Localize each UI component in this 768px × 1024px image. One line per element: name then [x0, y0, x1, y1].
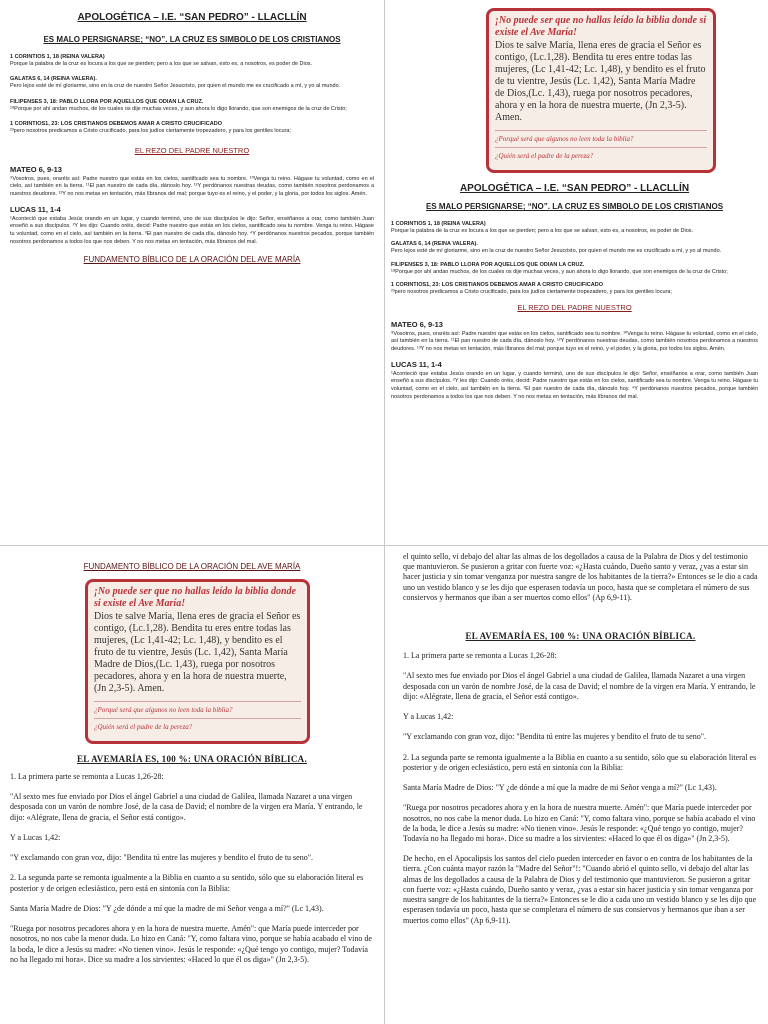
page-subtitle: ES MALO PERSIGNARSE; “NO”. LA CRUZ ES SIMBOLO DE LOS CRISTIANOS [425, 202, 724, 211]
verse-text: Pero lejos esté de mí gloriarme, sino en la cruz de nuestro Señor Jesucristo, por quien el mundo me es crucificado a mí, y yo al mundo. [391, 248, 722, 255]
verse-text: ²³pero nosotros predicamos a Cristo crucificado, para los judíos ciertamente tropezadero, y para los gentiles locura; [391, 289, 672, 296]
verse-text: Porque la palabra de la cruz es locura a los que se pierden; pero a los que se salvan, esto es, a nosotros, es poder de Dios. [10, 61, 313, 67]
card-question: ¿Porqué será que algunos no leen toda la biblia? [495, 130, 707, 143]
document-page-1 [0, 0, 384, 545]
ave-maria-card [486, 8, 716, 173]
paragraph: "Y exclamando con gran voz, dijo: "Bendita tú entre las mujeres y bendito el fruto de tu seno". [10, 853, 313, 863]
verse-text: Porque la palabra de la cruz es locura a los que se pierden; pero a los que se salvan, esto es, a nosotros, es poder de Dios. [391, 228, 694, 234]
verse-ref: MATEO 6, 9-13 [10, 164, 62, 174]
paragraph: "Y exclamando con gran voz, dijo: "Bendita tú entre las mujeres y bendito el fruto de tu seno". [403, 732, 706, 742]
section-heading: EL REZO DEL PADRE NUESTRO [517, 302, 632, 312]
paragraph: 1. La primera parte se remonta a Lucas 1,26-28: [403, 651, 557, 661]
card-question: ¿Porqué será que algunos no leen toda la biblia? [94, 701, 301, 714]
document-page-3 [0, 546, 384, 1024]
verse-ref: FILIPENSES 3, 18: PABLO LLORA POR AQUELLOS QUE ODIAN LA CRUZ. [10, 98, 204, 105]
paragraph: De hecho, en el Apocalipsis los santos del cielo pueden interceder en favor o en contra de los habitantes de la tierra. ¿Con cuánta mayor razón la "Madre del Señor"!: "Cuando abrió el quinto sello, vi debajo del altar las almas de los degollados a causa de la Palabra de Dios y del testimonio que mantuvieron. Se pusieron a gritar con fuerte voz: «¿Hasta cuándo, Dueño santo y veraz, ¿vas a estar sin hacer justicia y sin tomar venganza por nuestra sangre de los habitantes de la tierra?» Entonces se le dio a cada uno un vestido blanco y se les dijo que esperasen todavía un poco, hasta que se completara el número de sus consiervos y hermanos que iban a ser muertos como ellos" (Ap 6,9-11). [403, 854, 757, 925]
verse-ref: GALATAS 6, 14 (REINA VALERA). [10, 76, 97, 83]
paragraph: 2. La segunda parte se remonta igualmente a la Biblia en cuanto a su sentido, sólo que su elaboración literal es posterior y de origen eclesiástico, pero está en sintonía con la Biblia: [403, 752, 757, 772]
verse-ref: 1 CORINTIOS 1, 18 (REINA VALERA) [391, 221, 486, 227]
paragraph: "Ruega por nosotros pecadores ahora y en la hora de nuestra muerte. Amén": que María puede interceder por nosotros, no nos cabe la menor duda. Lo hizo en Caná: "Y, como faltara vino, porque se había acabado el vino de la boda, le dice a Jesús su madre: «No tienen vino». Jesús le responde: «¿Qué tengo yo contigo, mujer? Todavía no ha llegado mi hora». Dice su madre a los sirvientes: «Haced lo que él os diga»" (Jn 2,3-5). [10, 924, 372, 964]
paragraph: 1. La primera parte se remonta a Lucas 1,26-28: [10, 772, 164, 781]
verse-ref: LUCAS 11, 1-4 [10, 204, 61, 214]
paragraph: el quinto sello, vi debajo del altar las almas de los degollados a causa de la Palabra de Dios y del testimonio que mantuvieron. Se pusieron a gritar con fuerte voz: «¿Hasta cuándo, Dueño santo y veraz, ¿vas a estar sin hacer justicia y sin tomar venganza por nuestra sangre de los habitantes de la tierra?» Entonces se le dio a cada uno un vestido blanco y se les dijo que esperasen todavía un poco, hasta que se completara el número de sus consiervos y hermanos que iban a ser muertos como ellos" (Ap 6,9-11). [403, 552, 758, 602]
paragraph: "Ruega por nosotros pecadores ahora y en la hora de nuestra muerte. Amén": que María puede interceder por nosotros, no nos cabe la menor duda. Lo hizo en Caná: "Y, como faltara vino, porque se había acabado el vino de la boda, le dice a Jesús su madre: «No tienen vino». Jesús le responde: «¿Qué tengo yo contigo, mujer? Todavía no ha llegado mi hora». Dice su madre a los sirvientes: «Haced lo que él os diga»" (Jn 2,3-5). [403, 803, 756, 843]
card-prayer: Dios te salve María, llena eres de gracia el Señor es contigo, (Lc.1,28). Bendita tu eres entre todas las mujeres, (Lc 1,41-42; Lc. 1,48), y bendito es el fruto de tu vientre, Jesús (Lc. 1,42), Santa María Madre de Dios,(Lc. 1,43), ruega por nosotros pecadores, ahora y en la hora de nuestra muerte, (Jn 2,3-5). Amen. [94, 611, 301, 694]
verse-ref: 1 CORINTIOS1, 23: LOS CRISTIANOS DEBEMOS AMAR A CRISTO CRUCIFICADO [391, 282, 603, 289]
section-heading: EL REZO DEL PADRE NUESTRO [134, 145, 250, 155]
verse-text: ¹⁸Porque por ahí andan muchos, de los cuales os dije muchas veces, y aun ahora lo digo llorando, que son enemigos de la cruz de Cristo; [391, 268, 728, 275]
section-title: EL AVEMARÍA ES, 100 %: UNA ORACIÓN BÍBLICA. [76, 754, 308, 764]
verse-text: ⁹Vosotros, pues, oraréis así: Padre nuestro que estás en los cielos, santificado sea tu nombre. ¹⁰Venga tu reino. Hágase tu voluntad, como en el cielo, así también en la tierra. ¹¹El pan nuestro de cada día, dánoslo hoy. ¹²Y perdónanos nuestras deudas, como también nosotros perdonamos a nuestros deudores. ¹³Y no nos metas en tentación, más líbranos del mal; porque tuyo es el reino, y el poder, y la gloria, por todos los siglos. Amén. [391, 330, 758, 353]
paragraph: Santa María Madre de Dios: "Y ¿de dónde a mí que la madre de mi Señor venga a mí?" (Lc 1,43). [403, 783, 717, 793]
verse-ref: GALATAS 6, 14 (REINA VALERA). [391, 241, 478, 248]
paragraph: 2. La segunda parte se remonta igualmente a la Biblia en cuanto a su sentido, sólo que su elaboración literal es posterior y de origen eclesiástico, pero está en sintonía con la Biblia: [10, 873, 364, 893]
verse-ref: 1 CORINTIOS1, 23: LOS CRISTIANOS DEBEMOS AMAR A CRISTO CRUCIFICADO [10, 121, 222, 128]
document-page-4 [385, 546, 768, 1024]
card-headline: ¡No puede ser que no hallas leído la biblia donde si existe el Ave María! [495, 15, 707, 38]
verse-text: ⁹Vosotros, pues, oraréis así: Padre nuestro que estás en los cielos, santificado sea tu nombre. ¹⁰Venga tu reino. Hágase tu voluntad, como en el cielo, así también en la tierra. ¹¹El pan nuestro de cada día, dánoslo hoy. ¹²Y perdónanos nuestras deudas, como también nosotros perdonamos a nuestros deudores. ¹³Y no nos metas en tentación, más líbranos del mal; porque tuyo es el reino, y el poder, y la gloria, por todos los siglos. Amén. [10, 175, 374, 198]
ave-maria-card [85, 579, 310, 744]
verse-text: Pero lejos esté de mí gloriarme, sino en la cruz de nuestro Señor Jesucristo, por quien el mundo me es crucificado a mí, y yo al mundo. [10, 83, 341, 90]
verse-ref: LUCAS 11, 1-4 [391, 359, 442, 369]
verse-text: ¹⁸Porque por ahí andan muchos, de los cuales os dije muchas veces, y aun ahora lo digo llorando, que son enemigos de la cruz de Cristo; [10, 105, 347, 112]
verse-ref: FILIPENSES 3, 18: PABLO LLORA POR AQUELLOS QUE ODIAN LA CRUZ. [391, 261, 585, 268]
card-question: ¿Quién será el padre de la pereza? [495, 147, 707, 160]
document-page-2 [385, 0, 768, 545]
verse-text: ²³pero nosotros predicamos a Cristo crucificado, para los judíos ciertamente tropezadero, y para los gentiles locura; [10, 128, 291, 135]
page-title: APOLOGÉTICA – I.E. “SAN PEDRO” - LLACLLÍN [77, 12, 307, 23]
section-title: FUNDAMENTO BÍBLICO DE LA ORACIÓN DEL AVE MARÍA [83, 254, 301, 264]
section-title: EL AVEMARÍA ES, 100 %: UNA ORACIÓN BÍBLICA. [465, 631, 696, 642]
paragraph: "Al sexto mes fue enviado por Dios el ángel Gabriel a una ciudad de Galilea, llamada Nazaret a una virgen desposada con un varón de nombre José, de la casa de David; el nombre de la virgen era María. Y entrando, le dijo: «Alégrate, llena de gracia, el Señor está contigo». [10, 792, 363, 822]
section-title: FUNDAMENTO BÍBLICO DE LA ORACIÓN DEL AVE MARÍA [83, 562, 301, 571]
paragraph: "Al sexto mes fue enviado por Dios el ángel Gabriel a una ciudad de Galilea, llamada Nazaret a una virgen desposada con un varón de nombre José, de la casa de David; el nombre de la virgen era María. Y entrando, le dijo: «Alégrate, llena de gracia, el Señor está contigo». [403, 671, 756, 701]
page-subtitle: ES MALO PERSIGNARSE; “NO”. LA CRUZ ES SIMBOLO DE LOS CRISTIANOS [43, 35, 341, 44]
verse-ref: MATEO 6, 9-13 [391, 319, 443, 329]
verse-text: ¹Aconteció que estaba Jesús orando en un lugar, y cuando terminó, uno de sus discípulos le dijo: Señor, enséñanos a orar, como también Juan enseñó a sus discípulos. ²Y les dijo: Cuando oréis, decid: Padre nuestro que estás en los cielos, santificado sea tu nombre. Venga tu reino. Hágase tu voluntad, como en el cielo, así también en la tierra. ³El pan nuestro de cada día, dánoslo hoy. ⁴Y perdónanos nuestros pecados, porque también nosotros perdonamos a todos los que nos deben. Y no nos metas en tentación, más líbranos del mal. [10, 215, 374, 245]
card-question: ¿Quién será el padre de la pereza? [94, 718, 301, 731]
page-title: APOLOGÉTICA – I.E. “SAN PEDRO” - LLACLLÍN [459, 183, 690, 194]
verse-ref: 1 CORINTIOS 1, 18 (REINA VALERA) [10, 54, 105, 60]
card-prayer: Dios te salve María, llena eres de gracia el Señor es contigo, (Lc.1,28). Bendita tu eres entre todas las mujeres, (Lc 1,41-42; Lc. 1,48), y bendito es el fruto de tu vientre, Jesús (Lc. 1,42), Santa María Madre de Dios,(Lc. 1,43), ruega por nosotros pecadores, ahora y en la hora de nuestra muerte, (Jn 2,3-5). Amen. [495, 40, 706, 123]
card-headline: ¡No puede ser que no hallas leído la biblia donde si existe el Ave María! [94, 586, 296, 609]
paragraph: Y a Lucas 1,42: [403, 712, 454, 722]
paragraph: Y a Lucas 1,42: [10, 832, 61, 842]
verse-text: ¹Aconteció que estaba Jesús orando en un lugar, y cuando terminó, uno de sus discípulos le dijo: Señor, enséñanos a orar, como también Juan enseñó a sus discípulos. ²Y les dijo: Cuando oréis, decid: Padre nuestro que estás en los cielos, santificado sea tu nombre. Venga tu reino. Hágase tu voluntad, como en el cielo, así también en la tierra. ³El pan nuestro de cada día, dánoslo hoy. ⁴Y perdónanos nuestros pecados, porque también nosotros perdonamos a todos los que nos deben. Y no nos metas en tentación, más líbranos del mal. [391, 370, 758, 400]
paragraph: Santa María Madre de Dios: "Y ¿de dónde a mí que la madre de mi Señor venga a mí?" (Lc 1,43). [10, 903, 324, 913]
